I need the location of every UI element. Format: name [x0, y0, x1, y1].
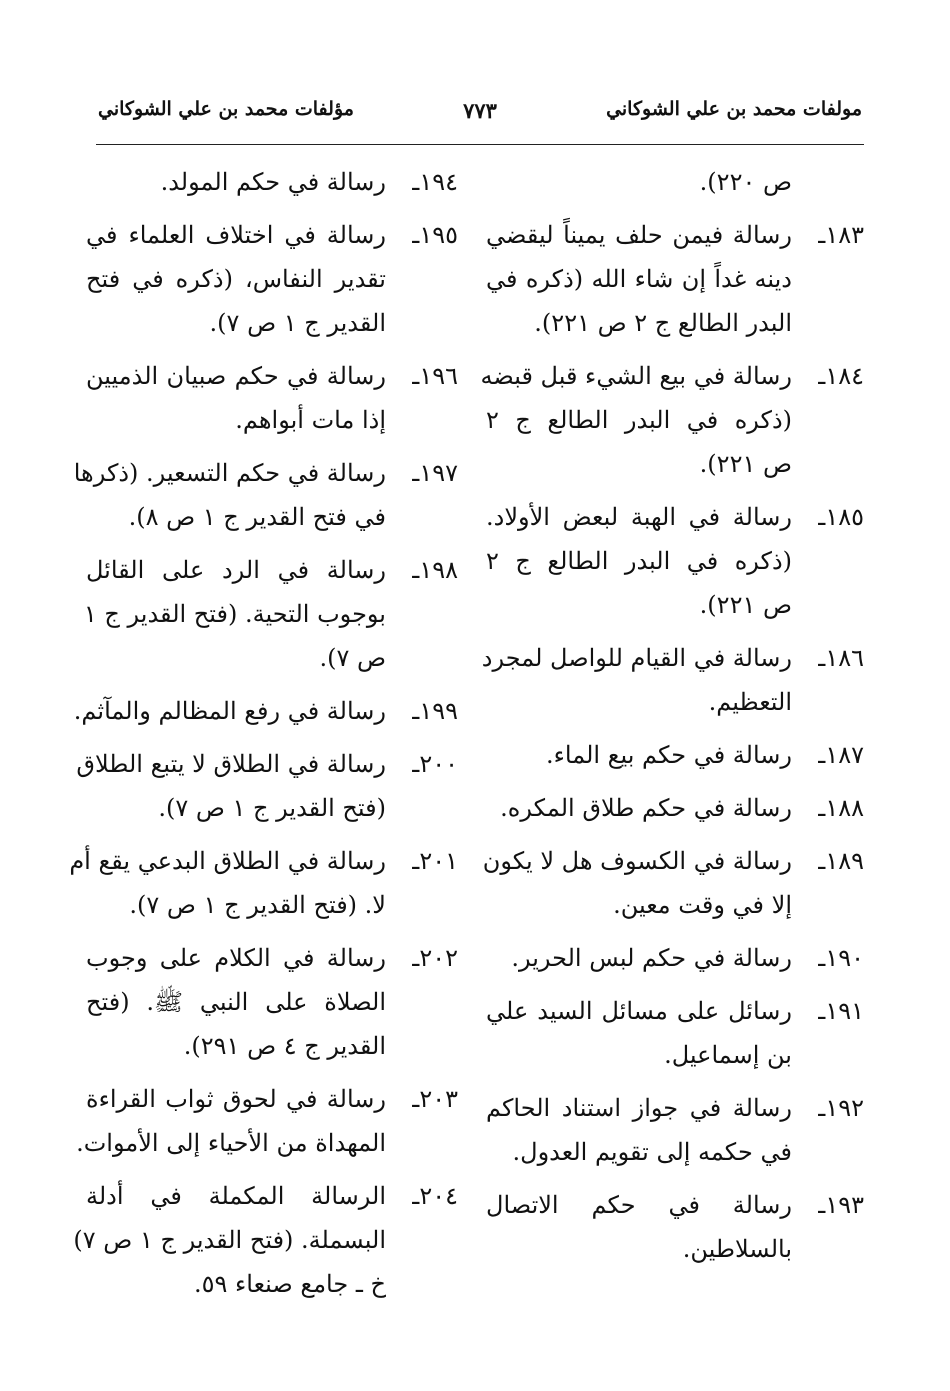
item-text — [76, 742, 458, 830]
item-number: ١٩٥ـ — [412, 221, 458, 249]
item-line: لا. (فتح القدير ج ١ ص ٧). — [129, 891, 386, 919]
item-text — [86, 160, 458, 204]
list-item — [86, 213, 458, 345]
item-number: ١٨٧ـ — [818, 741, 864, 769]
item-number: ١٩١ـ — [818, 997, 864, 1025]
item-text — [86, 936, 458, 1068]
item-text — [486, 786, 864, 830]
list-item — [486, 495, 864, 627]
list-item — [76, 742, 458, 830]
item-number: ٢٠٢ـ — [412, 944, 458, 972]
item-line: الصلاة على النبي ﷺ. (فتح — [86, 988, 386, 1016]
header-title-left: مؤلفات محمد بن علي الشوكاني — [98, 98, 354, 120]
list-item — [86, 354, 458, 442]
item-line: التعظيم. — [708, 688, 792, 716]
item-number: ١٨٩ـ — [818, 847, 864, 875]
item-number: ١٨٤ـ — [818, 362, 864, 390]
item-line: رسالة في جواز استناد الحاكم — [486, 1094, 792, 1122]
item-line: إلا في وقت معين. — [613, 891, 792, 919]
item-line: رسالة في حكم طلاق المكره. — [500, 794, 792, 822]
item-line: الرسالة المكملة في أدلة — [86, 1182, 386, 1210]
item-number: ٢٠٣ـ — [412, 1085, 458, 1113]
header-title-right: مولفات محمد بن علي الشوكاني — [606, 98, 862, 120]
left-column — [69, 160, 458, 1315]
item-line: رسالة في حكم لبس الحرير. — [511, 944, 792, 972]
item-text — [73, 1174, 458, 1306]
item-line: بوجوب التحية. (فتح القدير ج ١ — [83, 600, 386, 628]
item-line: (ذكره في البدر الطالع ج ٢ — [486, 547, 792, 575]
item-line: رسالة في الهبة لبعض الأولاد. — [486, 503, 792, 531]
list-item — [73, 1174, 458, 1306]
item-text — [69, 839, 458, 927]
item-line: ص ٢٢١). — [699, 591, 792, 619]
list-item — [486, 989, 864, 1077]
item-line: رسالة في حكم بيع الماء. — [545, 741, 792, 769]
right-column — [480, 160, 864, 1280]
item-number: ١٩٦ـ — [412, 362, 458, 390]
item-number: ١٩٧ـ — [412, 459, 458, 487]
item-number: ١٩٠ـ — [818, 944, 864, 972]
page-number: ٧٧٣ — [463, 98, 497, 123]
list-item — [86, 936, 458, 1068]
item-text — [486, 989, 864, 1077]
item-line: رسالة في الكلام على وجوب — [86, 944, 386, 972]
list-item — [86, 160, 458, 204]
item-number: ١٩٤ـ — [412, 168, 458, 196]
item-text — [76, 1077, 458, 1165]
item-text — [486, 733, 864, 777]
item-text — [486, 495, 864, 627]
list-item — [486, 786, 864, 830]
item-line: رسالة في القيام للواصل لمجرد — [481, 644, 792, 672]
list-item — [73, 451, 458, 539]
item-text — [86, 213, 458, 345]
item-line: رسالة في حكم المولد. — [160, 168, 386, 196]
list-item — [69, 839, 458, 927]
item-number: ١٨٣ـ — [818, 221, 864, 249]
item-line: البدر الطالع ج ٢ ص ٢٢١). — [534, 309, 792, 337]
item-number: ٢٠١ـ — [412, 847, 458, 875]
item-line: رسالة في الطلاق لا يتبع الطلاق — [76, 750, 386, 778]
list-item — [83, 548, 458, 680]
list-item — [482, 839, 864, 927]
running-header — [96, 96, 864, 145]
item-line: رسالة في لحوق ثواب القراءة — [86, 1085, 386, 1113]
item-number: ١٨٨ـ — [818, 794, 864, 822]
item-text — [73, 451, 458, 539]
item-number: ١٨٥ـ — [818, 503, 864, 531]
item-line: خ ـ جامع صنعاء ٥٩. — [193, 1270, 386, 1298]
item-text — [86, 354, 458, 442]
item-line: تقدير النفاس، (ذكره في فتح — [86, 265, 386, 293]
item-text — [480, 354, 864, 486]
item-number: ٢٠٠ـ — [412, 750, 458, 778]
list-item — [486, 936, 864, 980]
list-item — [486, 1183, 864, 1271]
list-item — [76, 1077, 458, 1165]
item-line: القدير ج ١ ص ٧). — [209, 309, 386, 337]
item-line: المهداة من الأحياء إلى الأموات. — [76, 1129, 386, 1157]
item-line: رسائل على مسائل السيد علي — [486, 997, 792, 1025]
item-number: ١٩٢ـ — [818, 1094, 864, 1122]
item-line: ص ٢٢١). — [699, 450, 792, 478]
item-text — [486, 1086, 864, 1174]
item-text — [486, 936, 864, 980]
item-line: القدير ج ٤ ص ٢٩١). — [183, 1032, 386, 1060]
item-number: ١٩٩ـ — [412, 697, 458, 725]
item-line: رسالة في اختلاف العلماء في — [86, 221, 386, 249]
item-line: رسالة في رفع المظالم والمآثم. — [73, 697, 386, 725]
item-text — [486, 213, 864, 345]
continuation-line: ص ٢٢٠). — [699, 168, 792, 196]
item-line: دينه غداً إن شاء الله (ذكره في — [486, 265, 792, 293]
item-number: ١٩٨ـ — [412, 556, 458, 584]
item-line: في حكمه إلى تقويم العدول. — [512, 1138, 792, 1166]
item-line: (ذكره في البدر الطالع ج ٢ — [486, 406, 792, 434]
item-line: رسالة فيمن حلف يميناً ليقضي — [486, 221, 792, 249]
item-number: ١٩٣ـ — [818, 1191, 864, 1219]
item-line: (فتح القدير ج ١ ص ٧). — [158, 794, 386, 822]
item-number: ٢٠٤ـ — [412, 1182, 458, 1210]
item-number: ١٨٦ـ — [818, 644, 864, 672]
item-line: إذا مات أبواهم. — [235, 406, 386, 434]
item-text — [482, 839, 864, 927]
list-item — [480, 354, 864, 486]
item-line: البسملة. (فتح القدير ج ١ ص ٧) — [73, 1226, 386, 1254]
item-text — [481, 636, 864, 724]
item-line: في فتح القدير ج ١ ص ٨). — [128, 503, 386, 531]
item-line: رسالة في حكم الاتصال — [486, 1191, 792, 1219]
item-line: بالسلاطين. — [682, 1235, 792, 1263]
item-line: ص ٧). — [319, 644, 386, 672]
list-item — [486, 1086, 864, 1174]
item-text — [486, 1183, 864, 1271]
item-line: رسالة في حكم التسعير. (ذكرها — [73, 459, 386, 487]
item-text — [83, 548, 458, 680]
item-line: بن إسماعيل. — [664, 1041, 792, 1069]
list-item — [481, 636, 864, 724]
item-line: رسالة في الكسوف هل لا يكون — [482, 847, 792, 875]
list-item — [73, 689, 458, 733]
item-line: رسالة في حكم صبيان الذميين — [86, 362, 386, 390]
list-item — [486, 733, 864, 777]
item-line: رسالة في الرد على القائل — [86, 556, 386, 584]
item-line: رسالة في بيع الشيء قبل قبضه — [480, 362, 792, 390]
item-text — [73, 689, 458, 733]
item-line: رسالة في الطلاق البدعي يقع أم — [69, 847, 386, 875]
list-item — [486, 213, 864, 345]
